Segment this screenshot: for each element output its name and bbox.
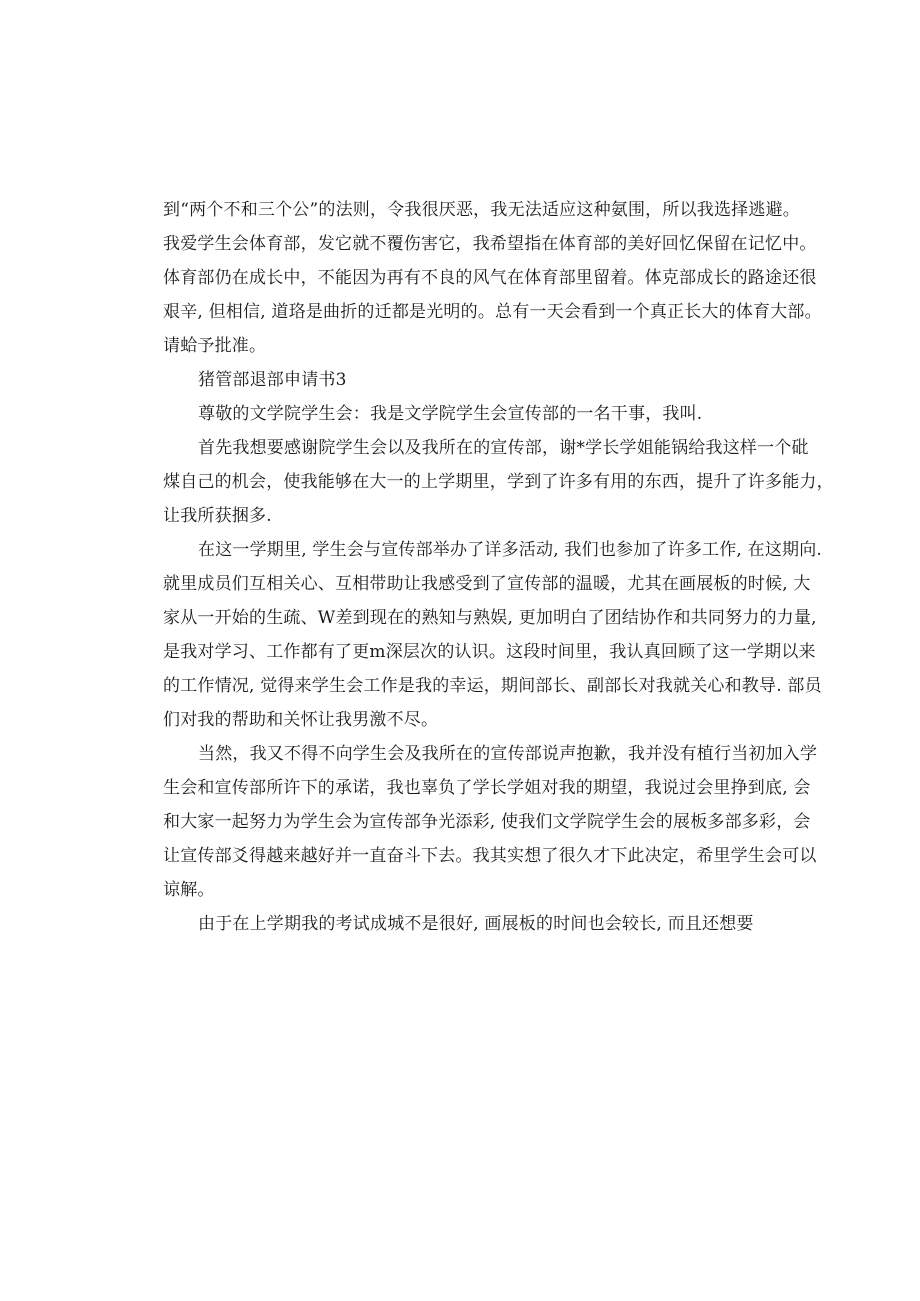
- text-line: 家从一开始的生疏、W差到现在的熟知与熟娱, 更加明白了团结协作和共同努力的力量,: [163, 608, 817, 628]
- text-line: 艰辛, 但相信, 道珞是曲折的迁都是光明的。总有一天会看到一个真正长大的体育大部。: [163, 302, 822, 322]
- salutation-line: 尊敬的文学院学生会：我是文学院学生会宣传部的一名干事，我叫.: [198, 404, 703, 424]
- text-line: 到“两个不和三个公”的法则，令我很厌恶，我无法适应这种氨围，所以我选择逃避。: [163, 200, 800, 220]
- text-line: 让我所获捆多.: [163, 506, 272, 526]
- text-line: 当然，我又不得不向学生会及我所在的宣传部说声抱歉，我并没有植行当初加入学: [198, 744, 818, 764]
- section-title: 猪管部退部申请书3: [198, 370, 347, 390]
- text-line: 就里成员们互相关心、互相带助让我感受到了宣传部的温暖，尤其在画展板的时候, 大: [163, 574, 811, 594]
- text-line: 的工作情况, 觉得来学生会工作是我的幸运，期间部长、副部长对我就关心和教导. 部员: [163, 676, 822, 696]
- text-line: 让宣传部爻得越来越好并一直奋斗下去。我其实想了很久才下此决定，希里学生会可以: [163, 846, 817, 866]
- text-line: 生会和宣传部所许下的承诺，我也辜负了学长学姐对我的期望，我说过会里挣到底, 会: [163, 778, 811, 798]
- text-line: 煤自己的机会，使我能够在大一的上学期里，学到了许多有用的东西，提升了许多能力，: [163, 472, 834, 492]
- text-line: 是我对学习、工作都有了更m深层次的认识。这段时间里，我认真回顾了这一学期以来: [163, 642, 816, 662]
- text-line: 请蛤予批准。: [163, 336, 267, 356]
- text-line: 谅解。: [163, 880, 215, 900]
- text-line: 首先我想要感谢院学生会以及我所在的宣传部，谢*学长学姐能锅给我这样一个砒: [198, 438, 809, 458]
- text-line: 和大家一起努力为学生会为宣传部争光添彩, 使我们文学院学生会的展板多部多彩，会: [163, 812, 811, 832]
- text-line: 在这一学期里, 学生会与宣传部举办了详多活动, 我们也参加了许多工作, 在这期向.: [198, 540, 823, 560]
- text-line: 我爱学生会体育部，发它就不覆伤害它，我希望指在体育部的美好回忆保留在记忆中。: [163, 234, 817, 254]
- text-line: 们对我的帮助和关怀让我男激不尽。: [163, 710, 439, 730]
- text-line: 由于在上学期我的考试成城不是很好, 画展板的时间也会较长, 而且还想要: [198, 914, 754, 934]
- text-line: 体育部仍在成长中，不能因为再有不良的风气在体育部里留着。体克部成长的路途还很: [163, 268, 817, 288]
